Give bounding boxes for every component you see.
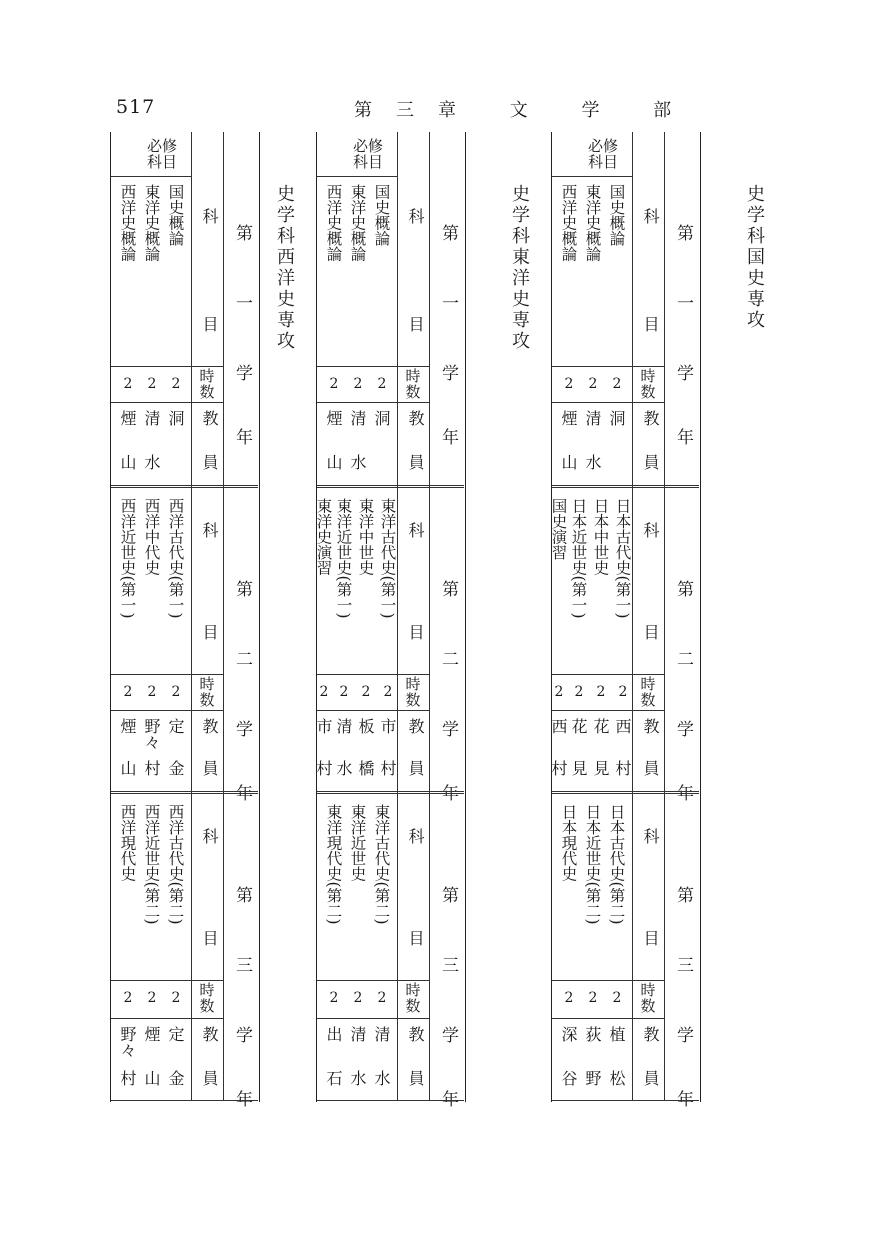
year-label-char: 一 [438, 294, 458, 311]
year-label-char: 第 [232, 224, 252, 241]
year-label-char: 第 [232, 580, 252, 597]
teacher-header: 教 [641, 718, 660, 734]
required-label-line: 必修 [353, 137, 384, 155]
teacher-name: 荻 [583, 1026, 602, 1042]
hours-value: 2 [564, 376, 574, 392]
teacher-name: 金 [166, 760, 185, 776]
table-bottom-rule [111, 1100, 258, 1101]
required-label-line: 科目 [353, 153, 384, 171]
hours-header: 時数 [405, 675, 421, 709]
year-label-char: 三 [438, 956, 458, 973]
teacher-name: 清 [348, 410, 367, 426]
teacher-header: 教 [200, 718, 219, 734]
hours-value: 2 [377, 376, 387, 392]
year-divider [552, 485, 699, 488]
column-rule [397, 132, 398, 1100]
hours-value: 2 [612, 376, 622, 392]
year-label-char: 学 [232, 720, 252, 737]
major-title: 史学科国史専攻 [744, 184, 765, 331]
hours-value: 2 [377, 990, 387, 1006]
teacher-name: 出 [324, 1026, 343, 1042]
year-label-char: 学 [438, 720, 458, 737]
row-rule [111, 710, 223, 711]
table-bottom-rule [317, 1100, 464, 1101]
teacher-name: 村 [549, 760, 568, 776]
column-rule [429, 132, 430, 1100]
subject-header: 目 [641, 316, 660, 332]
subject-name: 西洋古代史(第二) [166, 804, 185, 925]
teacher-name: 清 [348, 1026, 367, 1042]
teacher-header: 教 [406, 410, 425, 426]
teacher-name: 西 [549, 718, 568, 734]
required-label-line: 科目 [147, 153, 178, 171]
year-label-char: 第 [673, 580, 693, 597]
hours-header: 時数 [199, 675, 215, 709]
teacher-name: 水 [334, 760, 353, 776]
teacher-name: 煙 [118, 410, 137, 426]
subject-name: 東洋近世史(第一) [334, 498, 353, 619]
column-rule [632, 132, 633, 1100]
teacher-name: 村 [378, 760, 397, 776]
teacher-name: 板 [356, 718, 375, 734]
year-divider [111, 485, 258, 488]
year-label-char: 二 [438, 650, 458, 667]
course-table [314, 132, 466, 1107]
row-rule [317, 1018, 429, 1019]
teacher-name: 花 [591, 718, 610, 734]
hours-value: 2 [147, 990, 157, 1006]
subject-name: 西洋近世史(第二) [142, 804, 161, 925]
year-label-char: 年 [232, 428, 252, 445]
teacher-name: 山 [324, 454, 343, 470]
teacher-name: 石 [324, 1070, 343, 1086]
teacher-name: 野々 [142, 718, 161, 750]
subject-header: 目 [200, 930, 219, 946]
hours-value: 2 [123, 376, 133, 392]
hours-value: 2 [339, 684, 349, 700]
subject-name: 日本近世史(第二) [583, 804, 602, 925]
year-label-char: 年 [673, 428, 693, 445]
subject-name: 西洋現代史 [118, 804, 137, 882]
year-label-char: 第 [673, 224, 693, 241]
year-label-char: 年 [232, 1090, 252, 1107]
subject-name: 日本古代史(第一) [613, 498, 632, 619]
teacher-header: 員 [641, 1070, 660, 1086]
subject-name: 日本近世史(第一) [569, 498, 588, 619]
subject-header: 科 [200, 522, 219, 538]
teacher-name: 清 [334, 718, 353, 734]
row-rule [317, 366, 429, 367]
teacher-name: 山 [118, 454, 137, 470]
teacher-name: 村 [142, 760, 161, 776]
year-label-char: 第 [673, 886, 693, 903]
teacher-name: 水 [583, 454, 602, 470]
required-label [588, 138, 618, 170]
required-label-line: 必修 [147, 137, 178, 155]
subject-name: 西洋古代史(第一) [166, 498, 185, 619]
hours-header: 時数 [405, 981, 421, 1015]
header-rule [552, 176, 632, 177]
teacher-name: 定 [166, 718, 185, 734]
subject-header: 科 [406, 522, 425, 538]
subject-header: 科 [200, 828, 219, 844]
subject-name: 東洋中世史 [356, 498, 375, 576]
year-label-char: 年 [673, 1090, 693, 1107]
year-label-char: 第 [438, 224, 458, 241]
hours-value: 2 [574, 684, 584, 700]
major-title: 史学科東洋史専攻 [509, 184, 530, 352]
year-label-char: 二 [673, 650, 693, 667]
teacher-name: 見 [569, 760, 588, 776]
teacher-name: 水 [142, 454, 161, 470]
year-label-char: 年 [673, 784, 693, 801]
hours-value: 2 [147, 376, 157, 392]
hours-header: 時数 [405, 367, 421, 401]
hours-header: 時数 [199, 981, 215, 1015]
column-rule [664, 132, 665, 1100]
hours-value: 2 [171, 990, 181, 1006]
teacher-name: 村 [314, 760, 333, 776]
subject-header: 目 [200, 316, 219, 332]
year-label-char: 学 [673, 1026, 693, 1043]
subject-name: 西洋中代史 [142, 498, 161, 576]
hours-header: 時数 [640, 981, 656, 1015]
teacher-name: 煙 [118, 718, 137, 734]
teacher-name: 橋 [356, 760, 375, 776]
teacher-name: 定 [166, 1026, 185, 1042]
row-rule [552, 710, 664, 711]
hours-header: 時数 [640, 675, 656, 709]
teacher-name: 植 [607, 1026, 626, 1042]
teacher-header: 員 [200, 1070, 219, 1086]
subject-name: 国史概論 [607, 184, 626, 246]
teacher-header: 員 [200, 760, 219, 776]
row-rule [111, 980, 223, 981]
teacher-name: 洞 [166, 410, 185, 426]
hours-value: 2 [361, 684, 371, 700]
year-label-char: 第 [438, 886, 458, 903]
year-label-char: 学 [232, 364, 252, 381]
subject-header: 科 [641, 208, 660, 224]
subject-name: 国史概論 [372, 184, 391, 246]
teacher-name: 山 [142, 1070, 161, 1086]
teacher-name: 洞 [372, 410, 391, 426]
teacher-name: 松 [607, 1070, 626, 1086]
subject-name: 日本現代史 [559, 804, 578, 882]
row-rule [111, 1018, 223, 1019]
hours-value: 2 [329, 376, 339, 392]
subject-header: 科 [406, 828, 425, 844]
teacher-header: 員 [641, 454, 660, 470]
teacher-name: 煙 [142, 1026, 161, 1042]
teacher-header: 員 [406, 1070, 425, 1086]
teacher-header: 員 [406, 454, 425, 470]
subject-header: 科 [200, 208, 219, 224]
year-label-char: 三 [673, 956, 693, 973]
year-label-char: 三 [232, 956, 252, 973]
row-rule [111, 674, 223, 675]
subject-header: 目 [200, 624, 219, 640]
teacher-name: 山 [559, 454, 578, 470]
subject-name: 東洋古代史(第二) [372, 804, 391, 925]
hours-value: 2 [564, 990, 574, 1006]
hours-value: 2 [588, 376, 598, 392]
subject-header: 科 [641, 828, 660, 844]
hours-value: 2 [329, 990, 339, 1006]
subject-name: 西洋史概論 [559, 184, 578, 262]
row-rule [317, 402, 429, 403]
required-label [147, 138, 177, 170]
teacher-name: 谷 [559, 1070, 578, 1086]
teacher-name: 清 [142, 410, 161, 426]
course-table [549, 132, 701, 1107]
subject-name: 東洋史概論 [348, 184, 367, 262]
hours-value: 2 [123, 684, 133, 700]
year-label-char: 二 [232, 650, 252, 667]
teacher-name: 洞 [607, 410, 626, 426]
year-label-char: 一 [232, 294, 252, 311]
teacher-name: 煙 [324, 410, 343, 426]
year-label-char: 学 [438, 1026, 458, 1043]
teacher-name: 花 [569, 718, 588, 734]
year-label-char: 第 [232, 886, 252, 903]
column-rule [223, 132, 224, 1100]
hours-value: 2 [123, 990, 133, 1006]
required-label-line: 科目 [588, 153, 619, 171]
subject-name: 国史演習 [549, 498, 568, 560]
teacher-name: 市 [378, 718, 397, 734]
year-label-char: 一 [673, 294, 693, 311]
subject-header: 目 [641, 930, 660, 946]
header-rule [111, 176, 191, 177]
subject-name: 西洋近世史(第一) [118, 498, 137, 619]
year-label-char: 第 [438, 580, 458, 597]
hours-value: 2 [171, 376, 181, 392]
row-rule [552, 674, 664, 675]
row-rule [552, 980, 664, 981]
hours-value: 2 [554, 684, 564, 700]
hours-header: 時数 [640, 367, 656, 401]
hours-value: 2 [353, 990, 363, 1006]
hours-value: 2 [588, 990, 598, 1006]
subject-header: 科 [406, 208, 425, 224]
teacher-name: 野々 [118, 1026, 137, 1058]
teacher-name: 水 [348, 454, 367, 470]
teacher-name: 金 [166, 1070, 185, 1086]
row-rule [552, 366, 664, 367]
teacher-name: 見 [591, 760, 610, 776]
teacher-header: 教 [406, 718, 425, 734]
subject-name: 日本古代史(第二) [607, 804, 626, 925]
year-divider [317, 791, 464, 794]
subject-name: 東洋近世史 [348, 804, 367, 882]
teacher-name: 水 [348, 1070, 367, 1086]
teacher-name: 山 [118, 760, 137, 776]
subject-name: 西洋史概論 [118, 184, 137, 262]
year-label-char: 学 [673, 720, 693, 737]
teacher-name: 清 [583, 410, 602, 426]
teacher-name: 深 [559, 1026, 578, 1042]
year-label-char: 年 [438, 784, 458, 801]
required-label-line: 必修 [588, 137, 619, 155]
teacher-header: 教 [200, 410, 219, 426]
teacher-name: 市 [314, 718, 333, 734]
row-rule [552, 402, 664, 403]
row-rule [317, 980, 429, 981]
subject-header: 科 [641, 522, 660, 538]
subject-name: 日本中世史 [591, 498, 610, 576]
row-rule [111, 402, 223, 403]
year-label-char: 学 [438, 364, 458, 381]
teacher-header: 員 [200, 454, 219, 470]
hours-value: 2 [171, 684, 181, 700]
hours-value: 2 [353, 376, 363, 392]
row-rule [552, 1018, 664, 1019]
subject-name: 東洋史概論 [142, 184, 161, 262]
teacher-header: 教 [641, 1026, 660, 1042]
teacher-name: 水 [372, 1070, 391, 1086]
subject-name: 東洋史概論 [583, 184, 602, 262]
subject-name: 東洋現代史(第二) [324, 804, 343, 925]
teacher-name: 清 [372, 1026, 391, 1042]
subject-header: 目 [406, 316, 425, 332]
year-label-char: 年 [438, 428, 458, 445]
hours-value: 2 [319, 684, 329, 700]
teacher-name: 村 [613, 760, 632, 776]
hours-value: 2 [147, 684, 157, 700]
subject-header: 目 [641, 624, 660, 640]
hours-value: 2 [596, 684, 606, 700]
year-label-char: 学 [232, 1026, 252, 1043]
teacher-header: 員 [406, 760, 425, 776]
year-divider [552, 791, 699, 794]
subject-header: 目 [406, 624, 425, 640]
teacher-header: 員 [641, 760, 660, 776]
running-header: 第三章 文 学 部 [354, 100, 696, 121]
hours-value: 2 [618, 684, 628, 700]
teacher-name: 西 [613, 718, 632, 734]
major-title: 史学科西洋史専攻 [274, 184, 295, 352]
teacher-header: 教 [406, 1026, 425, 1042]
row-rule [317, 710, 429, 711]
subject-name: 西洋史概論 [324, 184, 343, 262]
table-bottom-rule [552, 1100, 699, 1101]
year-label-char: 年 [438, 1090, 458, 1107]
teacher-header: 教 [641, 410, 660, 426]
row-rule [111, 366, 223, 367]
subject-name: 東洋史演習 [314, 498, 333, 576]
teacher-header: 教 [200, 1026, 219, 1042]
table-body [111, 132, 259, 1107]
teacher-name: 村 [118, 1070, 137, 1086]
row-rule [317, 674, 429, 675]
teacher-name: 野 [583, 1070, 602, 1086]
subject-name: 国史概論 [166, 184, 185, 246]
header-rule [317, 176, 397, 177]
subject-name: 東洋古代史(第一) [378, 498, 397, 619]
year-label-char: 学 [673, 364, 693, 381]
hours-value: 2 [612, 990, 622, 1006]
table-body [549, 132, 700, 1107]
column-rule [191, 132, 192, 1100]
hours-header: 時数 [199, 367, 215, 401]
year-divider [111, 791, 258, 794]
required-label [353, 138, 383, 170]
year-label-char: 年 [232, 784, 252, 801]
year-divider [317, 485, 464, 488]
page-number: 517 [116, 96, 156, 118]
course-table [110, 132, 260, 1107]
table-body [314, 132, 465, 1107]
hours-value: 2 [383, 684, 393, 700]
subject-header: 目 [406, 930, 425, 946]
teacher-name: 煙 [559, 410, 578, 426]
